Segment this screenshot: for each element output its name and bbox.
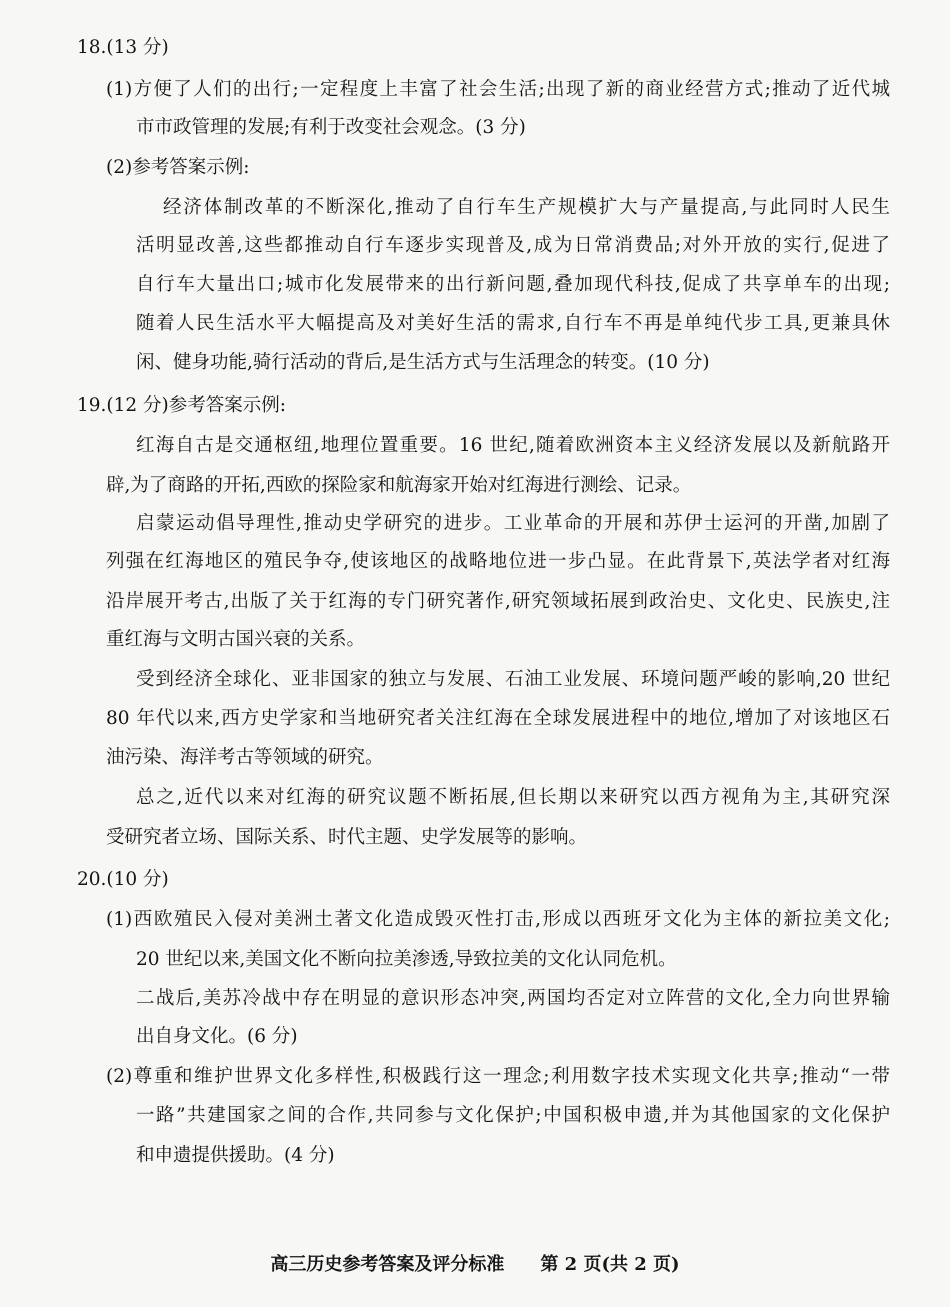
q20-part1-line: 二战后,美苏冷战中存在明显的意识形态冲突,两国均否定对立阵营的文化,全力向世界输 <box>136 988 890 1009</box>
q19-para1-line: 红海自古是交通枢纽,地理位置重要。16 世纪,随着欧洲资本主义经济发展以及新航路开 <box>136 435 890 456</box>
q18-part2-line: 活明显改善,这些都推动自行车逐步实现普及,成为日常消费品;对外开放的实行,促进了 <box>136 235 890 256</box>
q19-header: 19.(12 分)参考答案示例: <box>77 395 287 416</box>
q18-part2-line: 经济体制改革的不断深化,推动了自行车生产规模扩大与产量提高,与此同时人民生 <box>163 197 890 218</box>
q20-part2-line: (2)尊重和维护世界文化多样性,积极践行这一理念;利用数字技术实现文化共享;推动“一带 <box>106 1066 890 1087</box>
q20-part1-line: 20 世纪以来,美国文化不断向拉美渗透,导致拉美的文化认同危机。 <box>136 949 677 970</box>
page-footer: 高三历史参考答案及评分标准 第 2 页(共 2 页) <box>270 1254 680 1275</box>
q20-header: 20.(10 分) <box>77 869 169 890</box>
q19-para3-line: 受到经济全球化、亚非国家的独立与发展、石油工业发展、环境问题严峻的影响,20 世纪 <box>136 669 890 690</box>
q18-part1-line: (1)方便了人们的出行;一定程度上丰富了社会生活;出现了新的商业经营方式;推动了近代城 <box>106 79 890 100</box>
q20-part1-line: 出自身文化。(6 分) <box>136 1026 298 1047</box>
q19-para2-line: 重红海与文明古国兴衰的关系。 <box>106 629 366 650</box>
q18-header: 18.(13 分) <box>77 37 169 58</box>
q19-para2-line: 启蒙运动倡导理性,推动史学研究的进步。工业革命的开展和苏伊士运河的开凿,加剧了 <box>136 513 890 534</box>
q20-part2-line: 一路”共建国家之间的合作,共同参与文化保护;中国积极申遗,并为其他国家的文化保护 <box>136 1105 890 1126</box>
q19-para2-line: 沿岸展开考古,出版了关于红海的专门研究著作,研究领域拓展到政治史、文化史、民族史,注 <box>106 591 890 612</box>
q18-part2-label: (2)参考答案示例: <box>106 157 250 178</box>
q18-part2-line: 自行车大量出口;城市化发展带来的出行新问题,叠加现代科技,促成了共享单车的出现; <box>136 274 890 295</box>
q18-part2-line: 闲、健身功能,骑行活动的背后,是生活方式与生活理念的转变。(10 分) <box>136 352 710 373</box>
q18-part1-line: 市市政管理的发展;有利于改变社会观念。(3 分) <box>136 117 526 138</box>
q19-para3-line: 80 年代以来,西方史学家和当地研究者关注红海在全球发展进程中的地位,增加了对该地区石 <box>106 708 890 729</box>
q20-part2-line: 和申遗提供援助。(4 分) <box>136 1145 335 1166</box>
q19-para1-line: 辟,为了商路的开拓,西欧的探险家和航海家开始对红海进行测绘、记录。 <box>106 475 692 496</box>
q19-para3-line: 油污染、海洋考古等领域的研究。 <box>106 747 384 768</box>
q19-para4-line: 总之,近代以来对红海的研究议题不断拓展,但长期以来研究以西方视角为主,其研究深 <box>136 787 890 808</box>
q19-para4-line: 受研究者立场、国际关系、时代主题、史学发展等的影响。 <box>106 827 588 848</box>
q20-part1-line: (1)西欧殖民入侵对美洲土著文化造成毁灭性打击,形成以西班牙文化为主体的新拉美文化; <box>106 909 890 930</box>
q18-part2-line: 随着人民生活水平大幅提高及对美好生活的需求,自行车不再是单纯代步工具,更兼具休 <box>136 313 890 334</box>
q19-para2-line: 列强在红海地区的殖民争夺,使该地区的战略地位进一步凸显。在此背景下,英法学者对红海 <box>106 551 890 572</box>
